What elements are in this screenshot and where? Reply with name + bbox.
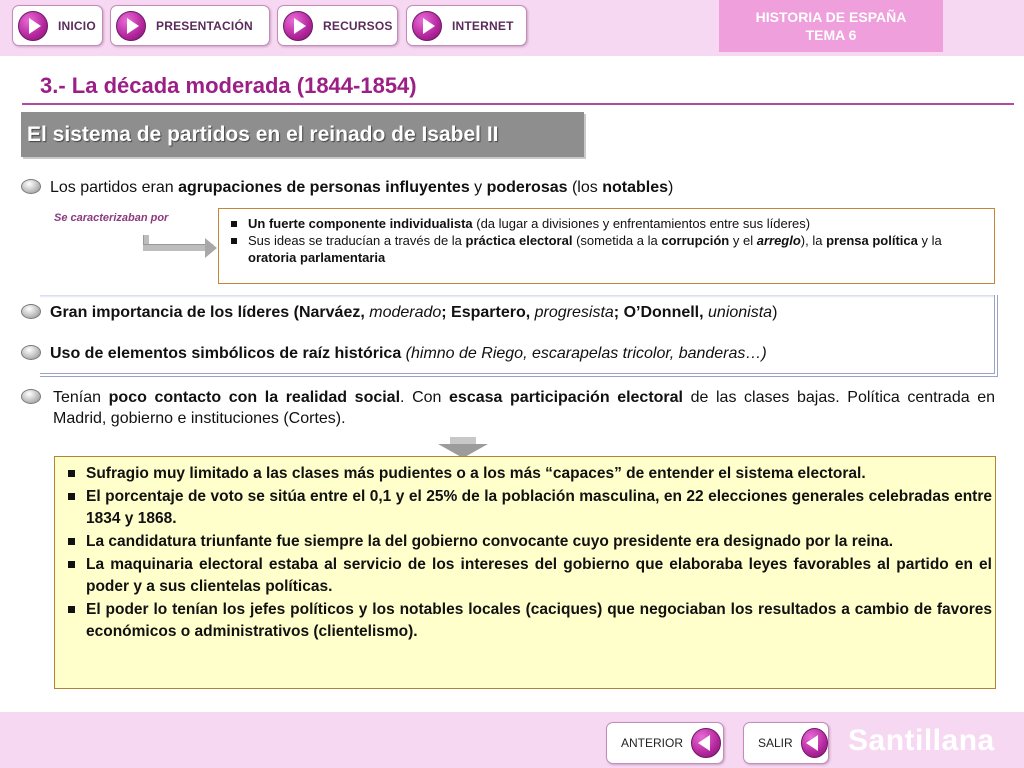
italic-text: progresista bbox=[534, 304, 614, 321]
text: Sus ideas se traducían a través de la bbox=[248, 233, 466, 248]
bullet-sphere-icon bbox=[21, 304, 41, 319]
text: ) bbox=[772, 304, 778, 321]
text: ), la bbox=[800, 233, 827, 248]
play-icon bbox=[116, 11, 146, 41]
bold-text: ; Espartero, bbox=[441, 304, 535, 321]
bold-italic-text: arreglo bbox=[756, 233, 801, 248]
list-item: La candidatura triunfante fue siempre la del gobierno convocante cuyo presidente era designado por la reina. bbox=[66, 531, 992, 553]
text: (sometida a la bbox=[572, 233, 662, 248]
italic-text: moderado bbox=[369, 304, 442, 321]
list-item: La maquinaria electoral estaba al servicio de los intereses del gobierno que elaboraba leyes favorables al partido en el poder y a sus clientelas políticas. bbox=[66, 554, 992, 598]
parties-paragraph bbox=[50, 177, 1000, 198]
list-item: Sufragio muy limitado a las clases más pudientes o a los más “capaces” de entender el sistema electoral. bbox=[66, 463, 992, 485]
text: Tenían bbox=[53, 389, 109, 406]
characterized-by-label: Se caracterizaban por bbox=[54, 212, 169, 224]
back-arrow-icon bbox=[691, 728, 721, 758]
arrow-right-icon bbox=[205, 238, 217, 258]
italic-text: (himno de Riego, escarapelas tricolor, banderas…) bbox=[401, 345, 767, 362]
presentacion-button[interactable] bbox=[110, 5, 270, 46]
list-item bbox=[231, 215, 986, 232]
anterior-button[interactable] bbox=[606, 722, 724, 764]
salir-label: SALIR bbox=[758, 736, 793, 750]
italic-text: unionista bbox=[708, 304, 773, 321]
anterior-label: ANTERIOR bbox=[621, 736, 684, 750]
bullet-sphere-icon bbox=[21, 179, 41, 194]
text: ) bbox=[668, 179, 674, 196]
internet-label: INTERNET bbox=[452, 18, 514, 33]
internet-button[interactable] bbox=[406, 5, 527, 46]
subject-title: HISTORIA DE ESPAÑA bbox=[755, 9, 907, 25]
text: Los partidos eran bbox=[50, 179, 179, 196]
list-item: El porcentaje de voto se sitúa entre el 0,1 y el 25% de la población masculina, en 22 elecciones generales celebradas entre 1834 y 1868. bbox=[66, 486, 992, 530]
text: de las clases bajas. Política centrada en Madrid, gobierno e instituciones (Cortes). bbox=[53, 389, 996, 427]
bold-text: escasa participación electoral bbox=[449, 389, 684, 406]
list-item bbox=[231, 232, 986, 266]
leaders-paragraph bbox=[50, 302, 990, 323]
bold-text: oratoria parlamentaria bbox=[248, 250, 386, 265]
bold-text: agrupaciones de personas influyentes bbox=[178, 179, 470, 196]
subject-topic: TEMA 6 bbox=[805, 27, 857, 43]
play-icon bbox=[412, 11, 442, 41]
salir-button[interactable] bbox=[743, 722, 829, 764]
presentacion-label: PRESENTACIÓN bbox=[156, 18, 253, 33]
text: y el bbox=[729, 233, 757, 248]
bold-text: corrupción bbox=[661, 233, 730, 248]
play-icon bbox=[283, 11, 313, 41]
bullet-sphere-icon bbox=[21, 345, 41, 360]
text: y bbox=[469, 179, 487, 196]
social-contact-paragraph bbox=[53, 387, 995, 429]
text: y la bbox=[917, 233, 942, 248]
bold-text: Uso de elementos simbólicos de raíz histórica bbox=[50, 345, 402, 362]
bold-text: prensa política bbox=[826, 233, 918, 248]
bold-text: ; O’Donnell, bbox=[613, 304, 709, 321]
inicio-label: INICIO bbox=[58, 18, 96, 33]
text: (los bbox=[567, 179, 603, 196]
electoral-system-box bbox=[54, 456, 996, 689]
bold-text: notables bbox=[602, 179, 668, 196]
bold-text: práctica electoral bbox=[465, 233, 573, 248]
bold-text: Un fuerte componente individualista bbox=[248, 216, 473, 231]
subject-badge bbox=[719, 0, 943, 52]
recursos-label: RECURSOS bbox=[323, 18, 393, 33]
play-icon bbox=[18, 11, 48, 41]
page-title: 3.- La década moderada (1844-1854) bbox=[40, 73, 417, 98]
bold-text: poderosas bbox=[486, 179, 568, 196]
title-divider bbox=[22, 103, 1014, 105]
bullet-sphere-icon bbox=[21, 389, 41, 404]
bold-text: poco contacto con la realidad social bbox=[108, 389, 401, 406]
inicio-button[interactable] bbox=[12, 5, 103, 46]
bold-text: Gran importancia de los líderes (Narváez, bbox=[50, 304, 370, 321]
section-heading: El sistema de partidos en el reinado de Isabel II bbox=[21, 112, 584, 157]
list-item: El poder lo tenían los jefes políticos y los notables locales (caciques) que negociaban los resultados a cambio de favores económicos o administrativos (clientelismo). bbox=[66, 599, 992, 643]
connector-line bbox=[143, 244, 213, 251]
back-arrow-icon bbox=[801, 728, 828, 758]
text: . Con bbox=[400, 389, 450, 406]
text: (da lugar a divisiones y enfrentamientos entre sus líderes) bbox=[472, 216, 811, 231]
symbols-paragraph bbox=[50, 343, 990, 364]
recursos-button[interactable] bbox=[277, 5, 398, 46]
characteristics-box bbox=[218, 208, 995, 284]
brand-logo: Santillana bbox=[848, 724, 995, 757]
